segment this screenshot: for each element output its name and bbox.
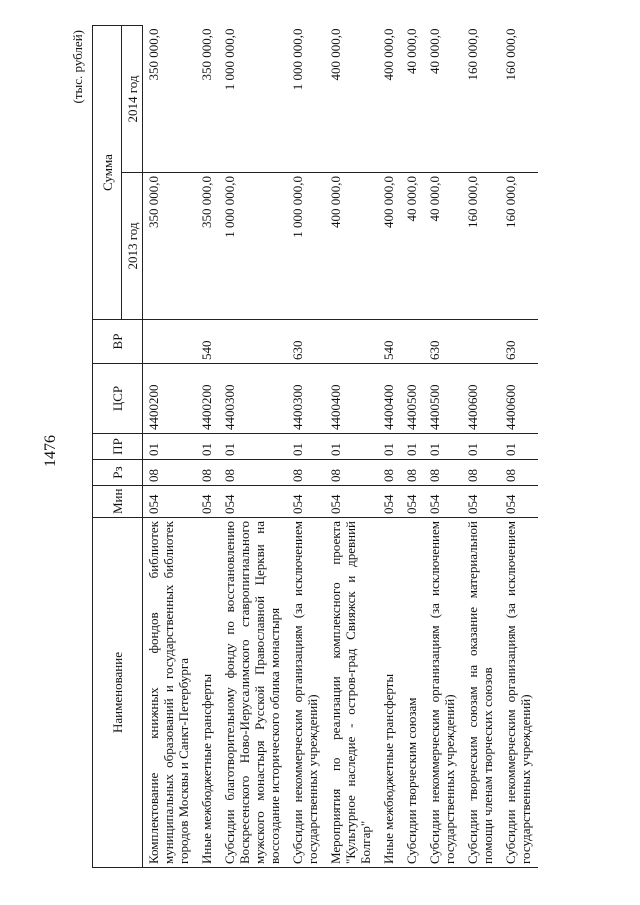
cell-vr — [219, 320, 287, 364]
cell-min: 054 — [219, 486, 287, 518]
cell-pr: 01 — [500, 434, 538, 460]
cell-y2014: 1 000 000,0 — [219, 26, 287, 173]
budget-table — [92, 25, 538, 868]
cell-csr: 4400600 — [500, 364, 538, 434]
table-row — [196, 26, 219, 868]
cell-name: Комплектование книжных фондов библиотек муниципальных образований и государственных библиотек городов Москвы и Санкт-Петербурга — [143, 518, 197, 868]
cell-y2013: 350 000,0 — [196, 173, 219, 320]
cell-csr: 4400400 — [325, 364, 378, 434]
header-vr: ВР — [93, 320, 143, 364]
cell-name: Субсидии творческим союзам на оказание материальной помощи членам творческих союзов — [462, 518, 500, 868]
cell-y2013: 350 000,0 — [143, 173, 197, 320]
cell-rz: 08 — [287, 460, 325, 486]
table-row — [462, 26, 500, 868]
table-row — [219, 26, 287, 868]
cell-vr — [401, 320, 424, 364]
cell-y2013: 40 000,0 — [424, 173, 462, 320]
cell-csr: 4400200 — [196, 364, 219, 434]
table-row — [325, 26, 378, 868]
cell-csr: 4400300 — [219, 364, 287, 434]
cell-y2013: 40 000,0 — [401, 173, 424, 320]
cell-name: Субсидии некоммерческим организациям (за исключением государственных учреждений) — [500, 518, 538, 868]
cell-name: Субсидии творческим союзам — [401, 518, 424, 868]
header-name: Наименование — [93, 518, 143, 868]
cell-rz: 08 — [401, 460, 424, 486]
header-csr: ЦСР — [93, 364, 143, 434]
cell-y2013: 400 000,0 — [325, 173, 378, 320]
cell-vr: 630 — [500, 320, 538, 364]
cell-pr: 01 — [143, 434, 197, 460]
cell-rz: 08 — [219, 460, 287, 486]
cell-vr: 630 — [287, 320, 325, 364]
cell-y2013: 1 000 000,0 — [219, 173, 287, 320]
cell-vr: 540 — [378, 320, 401, 364]
cell-name: Мероприятия по реализации комплексного проекта "Культурное наследие - остров-град Свияжск и древний Болгар" — [325, 518, 378, 868]
cell-y2013: 160 000,0 — [500, 173, 538, 320]
cell-csr: 4400500 — [401, 364, 424, 434]
cell-y2014: 350 000,0 — [196, 26, 219, 173]
cell-y2014: 400 000,0 — [378, 26, 401, 173]
cell-vr — [143, 320, 197, 364]
table-row — [378, 26, 401, 868]
cell-pr: 01 — [196, 434, 219, 460]
cell-vr: 630 — [424, 320, 462, 364]
cell-min: 054 — [401, 486, 424, 518]
cell-y2013: 1 000 000,0 — [287, 173, 325, 320]
page-number: 1476 — [42, 435, 59, 467]
cell-y2014: 350 000,0 — [143, 26, 197, 173]
header-2013: 2013 год — [122, 173, 143, 320]
cell-min: 054 — [287, 486, 325, 518]
cell-min: 054 — [462, 486, 500, 518]
table-row — [500, 26, 538, 868]
cell-y2014: 160 000,0 — [500, 26, 538, 173]
cell-pr: 01 — [219, 434, 287, 460]
rotated-content — [70, 26, 562, 868]
cell-y2014: 40 000,0 — [424, 26, 462, 173]
cell-rz: 08 — [462, 460, 500, 486]
cell-name: Иные межбюджетные трансферты — [196, 518, 219, 868]
cell-rz: 08 — [143, 460, 197, 486]
cell-pr: 01 — [424, 434, 462, 460]
table-row — [287, 26, 325, 868]
cell-name: Субсидии благотворительному фонду по восстановлению Воскресенского Ново-Иерусалимского ставропигиального мужского монастыря Русской Православной Церкви на воссоздание исторического облика монастыря — [219, 518, 287, 868]
cell-min: 054 — [143, 486, 197, 518]
cell-y2014: 160 000,0 — [462, 26, 500, 173]
cell-pr: 01 — [378, 434, 401, 460]
cell-min: 054 — [424, 486, 462, 518]
cell-vr — [462, 320, 500, 364]
cell-rz: 08 — [500, 460, 538, 486]
cell-rz: 08 — [378, 460, 401, 486]
header-min: Мин — [93, 486, 143, 518]
cell-name: Иные межбюджетные трансферты — [378, 518, 401, 868]
table-row — [424, 26, 462, 868]
cell-pr: 01 — [462, 434, 500, 460]
cell-rz: 08 — [325, 460, 378, 486]
cell-y2013: 160 000,0 — [462, 173, 500, 320]
cell-csr: 4400200 — [143, 364, 197, 434]
cell-pr: 01 — [325, 434, 378, 460]
cell-rz: 08 — [196, 460, 219, 486]
cell-min: 054 — [325, 486, 378, 518]
cell-vr: 540 — [196, 320, 219, 364]
cell-y2014: 400 000,0 — [325, 26, 378, 173]
table-body — [143, 26, 539, 868]
units-label: (тыс. рублей) — [70, 30, 85, 104]
cell-csr: 4400500 — [424, 364, 462, 434]
table-row — [143, 26, 197, 868]
cell-y2014: 1 000 000,0 — [287, 26, 325, 173]
cell-y2013: 400 000,0 — [378, 173, 401, 320]
header-pr: ПР — [93, 434, 143, 460]
header-sum: Сумма — [93, 26, 122, 320]
cell-min: 054 — [196, 486, 219, 518]
cell-csr: 4400300 — [287, 364, 325, 434]
cell-pr: 01 — [401, 434, 424, 460]
header-rz: Рз — [93, 460, 143, 486]
table-row — [401, 26, 424, 868]
cell-pr: 01 — [287, 434, 325, 460]
header-2014: 2014 год — [122, 26, 143, 173]
cell-csr: 4400600 — [462, 364, 500, 434]
cell-name: Субсидии некоммерческим организациям (за исключением государственных учреждений) — [424, 518, 462, 868]
cell-min: 054 — [500, 486, 538, 518]
cell-name: Субсидии некоммерческим организациям (за исключением государственных учреждений) — [287, 518, 325, 868]
cell-rz: 08 — [424, 460, 462, 486]
cell-y2014: 40 000,0 — [401, 26, 424, 173]
cell-vr — [325, 320, 378, 364]
cell-csr: 4400400 — [378, 364, 401, 434]
cell-min: 054 — [378, 486, 401, 518]
